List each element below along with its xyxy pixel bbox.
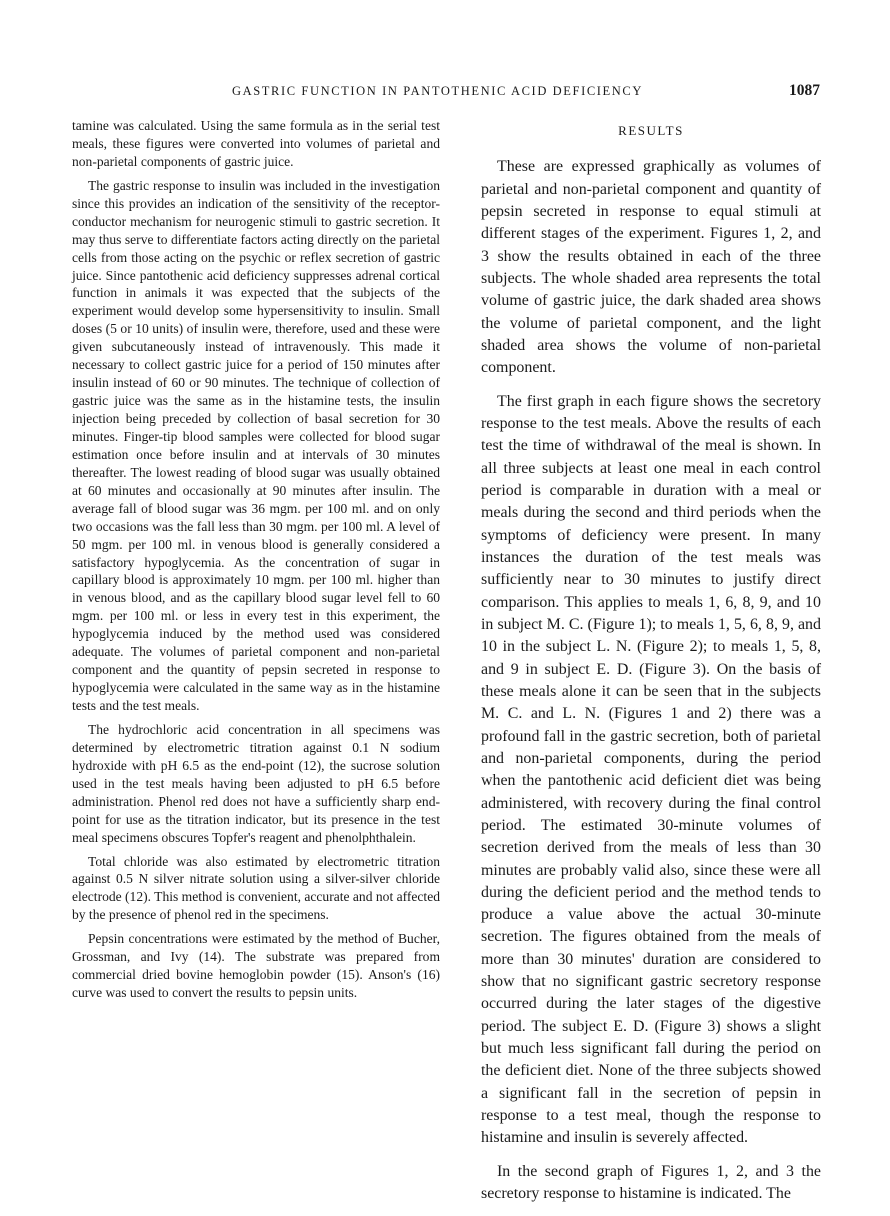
running-title: GASTRIC FUNCTION IN PANTOTHENIC ACID DEFICIENCY bbox=[232, 84, 643, 98]
paragraph: tamine was calculated. Using the same formula as in the serial test meals, these figures were converted into volumes of parietal and non-parietal components of gastric juice. bbox=[72, 118, 440, 169]
paragraph: These are expressed graphically as volumes of parietal and non-parietal component and quantity of pepsin secreted in response to equal stimuli at different stages of the experiment. Figures 1, 2, and 3 show the results obtained in each of the three subjects. The whole shaded area represents the total volume of gastric juice, the dark shaded area shows the volume of parietal component, and the light shaded area shows the volume of non-parietal component. bbox=[481, 158, 821, 377]
section-heading: RESULTS bbox=[618, 123, 684, 138]
paragraph: The hydrochloric acid concentration in all specimens was determined by electrometric titration against 0.1 N sodium hydroxide with pH 6.5 as the end-point (12), the sucrose solution used in the test meals having been adjusted to pH 6.5 before administration. Phenol red does not have a sufficiently sharp end-point for use as the titration indicator, but its presence in the test meal specimens obscures Topfer's reagent and phenolphthalein. bbox=[72, 721, 440, 845]
running-head bbox=[72, 82, 820, 106]
paragraph: The first graph in each figure shows the secretory response to the test meals. Above the results of each test the time of withdrawal of the meal is shown. In all three subjects at least one meal in each control period is comparable in duration with a meal or meals during the second and third periods when the symptoms of deficiency were present. In many instances the duration of the test meals was sufficiently near to 30 minutes to justify direct comparison. This applies to meals 1, 6, 8, 9, and 10 in subject M. C. (Figure 1); to meals 1, 5, 6, 8, 9, and 10 in the subject L. N. (Figure 2); to meals 1, 5, 8, and 9 in subject E. D. (Figure 3). On the basis of these meals alone it can be seen that in the subjects M. C. and L. N. (Figures 1 and 2) there was a profound fall in the gastric secretion, both of parietal and non-parietal components, during the period when the pantothenic acid deficient diet was being administered, with recovery during the final control period. The estimated 30-minute volumes of secretion derived from the meals of less than 30 minutes are probably valid also, since these were all during the deficient period and the method tends to produce a value above the actual 30-minute secretion. The figures obtained from the meals of more than 30 minutes' duration are considered to show that no significant gastric secretory response occurred during the later stages of the digestive period. The subject E. D. (Figure 3) shows a slight but much less significant fall during the period on the deficient diet. None of the three subjects showed a significant fall in the secretion of pepsin in response to a test meal, though the response to histamine and insulin is severely affected. bbox=[481, 392, 821, 1147]
paragraph: In the second graph of Figures 1, 2, and 3 the secretory response to histamine is indicated. The bbox=[481, 1162, 821, 1203]
page-number: 1087 bbox=[789, 82, 820, 99]
left-column bbox=[72, 117, 440, 1008]
paragraph: Pepsin concentrations were estimated by the method of Bucher, Grossman, and Ivy (14). The substrate was prepared from commercial dried bovine hemoglobin powder (15). Anson's (16) curve was used to convert the results to pepsin units. bbox=[72, 931, 440, 1001]
paragraph: Total chloride was also estimated by electrometric titration against 0.5 N silver nitrate solution using a silver-silver chloride electrode (12). This method is convenient, accurate and not affected by the presence of phenol red in the specimens. bbox=[72, 853, 440, 923]
right-column bbox=[481, 120, 821, 1216]
paragraph: The gastric response to insulin was included in the investigation since this provides an indication of the sensitivity of the receptor-conductor mechanism for neurogenic stimuli to gastric secretion. It may thus serve to differentiate factors acting directly on the parietal cells from those acting on the psychic or reflex secretion of gastric juice. Since pantothenic acid deficiency suppresses adrenal cortical function in animals it was expected that the subjects of the experiment would develop some hypersensitivity to insulin. Small doses (5 or 10 units) of insulin were, therefore, used and these were given subcutaneously instead of intravenously. This made it necessary to collect gastric juice for a period of 150 minutes after insulin instead of 60 or 90 minutes. The technique of collection of gastric juice was the same as in the histamine tests, the insulin injection being preceded by collection of basal secretion for 30 minutes. Finger-tip blood samples were collected for blood sugar estimation once before insulin and at intervals of 30 minutes thereafter. The lowest reading of blood sugar was usually obtained at 60 minutes and occasionally at 90 minutes after insulin. The average fall of blood sugar was 36 mgm. per 100 ml. and on only two occasions was the fall less than 30 mgm. per 100 ml. A level of 50 mgm. per 100 ml. in venous blood is generally considered a satisfactory hypoglycemia. As the concentration of sugar in capillary blood is approximately 10 mgm. per 100 ml. higher than in venous blood, and as the capillary blood sugar level fell to 60 mgm. per 100 ml. or less in every test in this experiment, the hypoglycemia induced by the method used was considered adequate. The volumes of parietal component and non-parietal component and the quantity of pepsin secreted in response to hypoglycemia were calculated in the same way as in the histamine tests and the test meals. bbox=[72, 177, 440, 713]
